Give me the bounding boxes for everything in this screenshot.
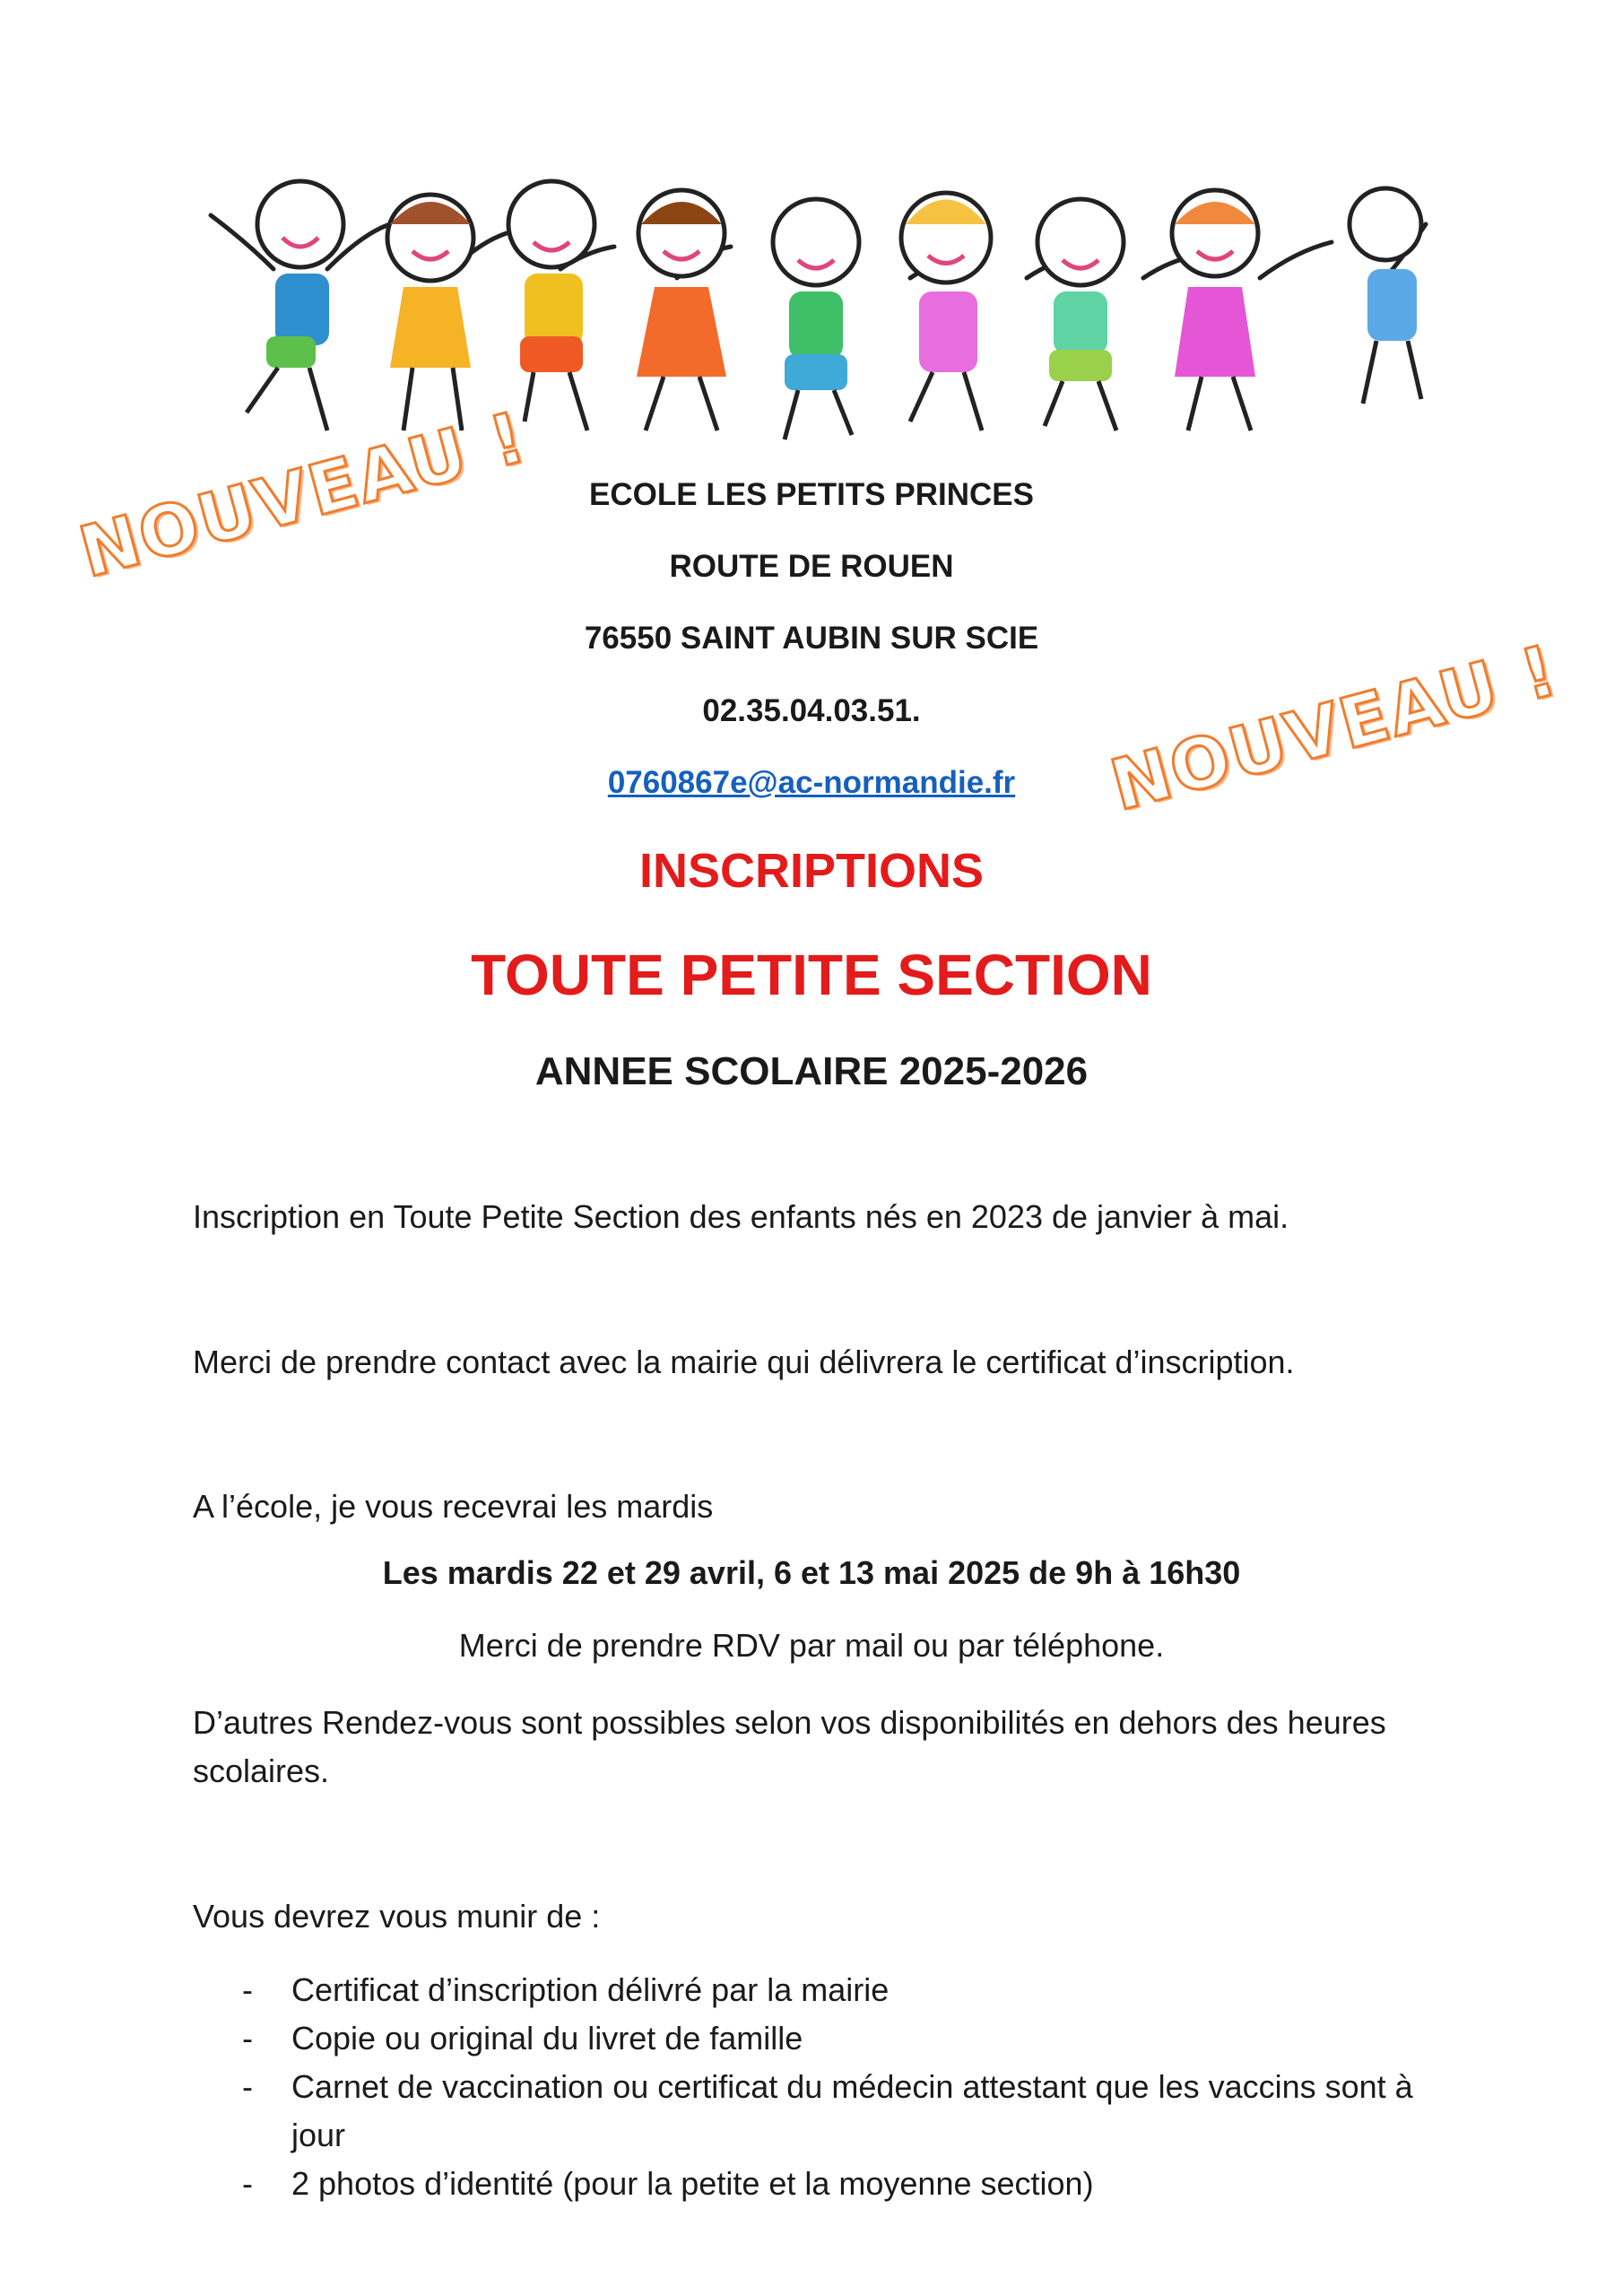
list-item: - Certificat d’inscription délivré par la mairie xyxy=(193,1966,1448,2014)
title-section: TOUTE PETITE SECTION xyxy=(471,943,1152,1007)
paragraph-eligibility: Inscription en Toute Petite Section des enfants nés en 2023 de janvier à mai. xyxy=(193,1198,1289,1235)
paragraph-reception: A l’école, je vous recevrai les mardis xyxy=(193,1488,714,1525)
school-city: 76550 SAINT AUBIN SUR SCIE xyxy=(584,621,1039,656)
list-marker: - xyxy=(242,2068,253,2105)
nouveau-stamp: NOUVEAU ! xyxy=(72,396,535,594)
school-email-link[interactable]: 0760867e@ac-normandie.fr xyxy=(607,765,1016,800)
paragraph-mairie: Merci de prendre contact avec la mairie qui délivrera le certificat d’inscription. xyxy=(193,1344,1295,1380)
list-marker: - xyxy=(242,2165,253,2202)
list-marker: - xyxy=(242,1971,253,2008)
paragraph-documents-intro: Vous devrez vous munir de : xyxy=(193,1898,601,1935)
child-figure xyxy=(247,181,343,430)
title-inscriptions: INSCRIPTIONS xyxy=(638,844,985,898)
list-item: - 2 photos d’identité (pour la petite et la moyenne section) xyxy=(193,2160,1448,2208)
list-item: - Carnet de vaccination ou certificat du médecin attestant que les vaccins sont à jour xyxy=(193,2063,1448,2160)
children-illustration xyxy=(193,161,1430,457)
school-phone: 02.35.04.03.51. xyxy=(702,693,921,728)
nouveau-stamp: NOUVEAU ! xyxy=(1103,630,1567,827)
list-marker: - xyxy=(242,2020,253,2057)
paragraph-rdv: Merci de prendre RDV par mail ou par téléphone. xyxy=(458,1627,1165,1664)
school-street: ROUTE DE ROUEN xyxy=(669,549,954,584)
documents-list xyxy=(193,1966,1448,2208)
school-name: ECOLE LES PETITS PRINCES xyxy=(589,477,1034,512)
list-item: - Copie ou original du livret de famille xyxy=(193,2014,1448,2063)
school-year: ANNEE SCOLAIRE 2025-2026 xyxy=(534,1049,1089,1093)
paragraph-other-appointments: D’autres Rendez-vous sont possibles selon vos disponibilités en dehors des heures scolaires. xyxy=(193,1704,1386,1789)
dates-line: Les mardis 22 et 29 avril, 6 et 13 mai 2025 de 9h à 16h30 xyxy=(382,1554,1241,1591)
